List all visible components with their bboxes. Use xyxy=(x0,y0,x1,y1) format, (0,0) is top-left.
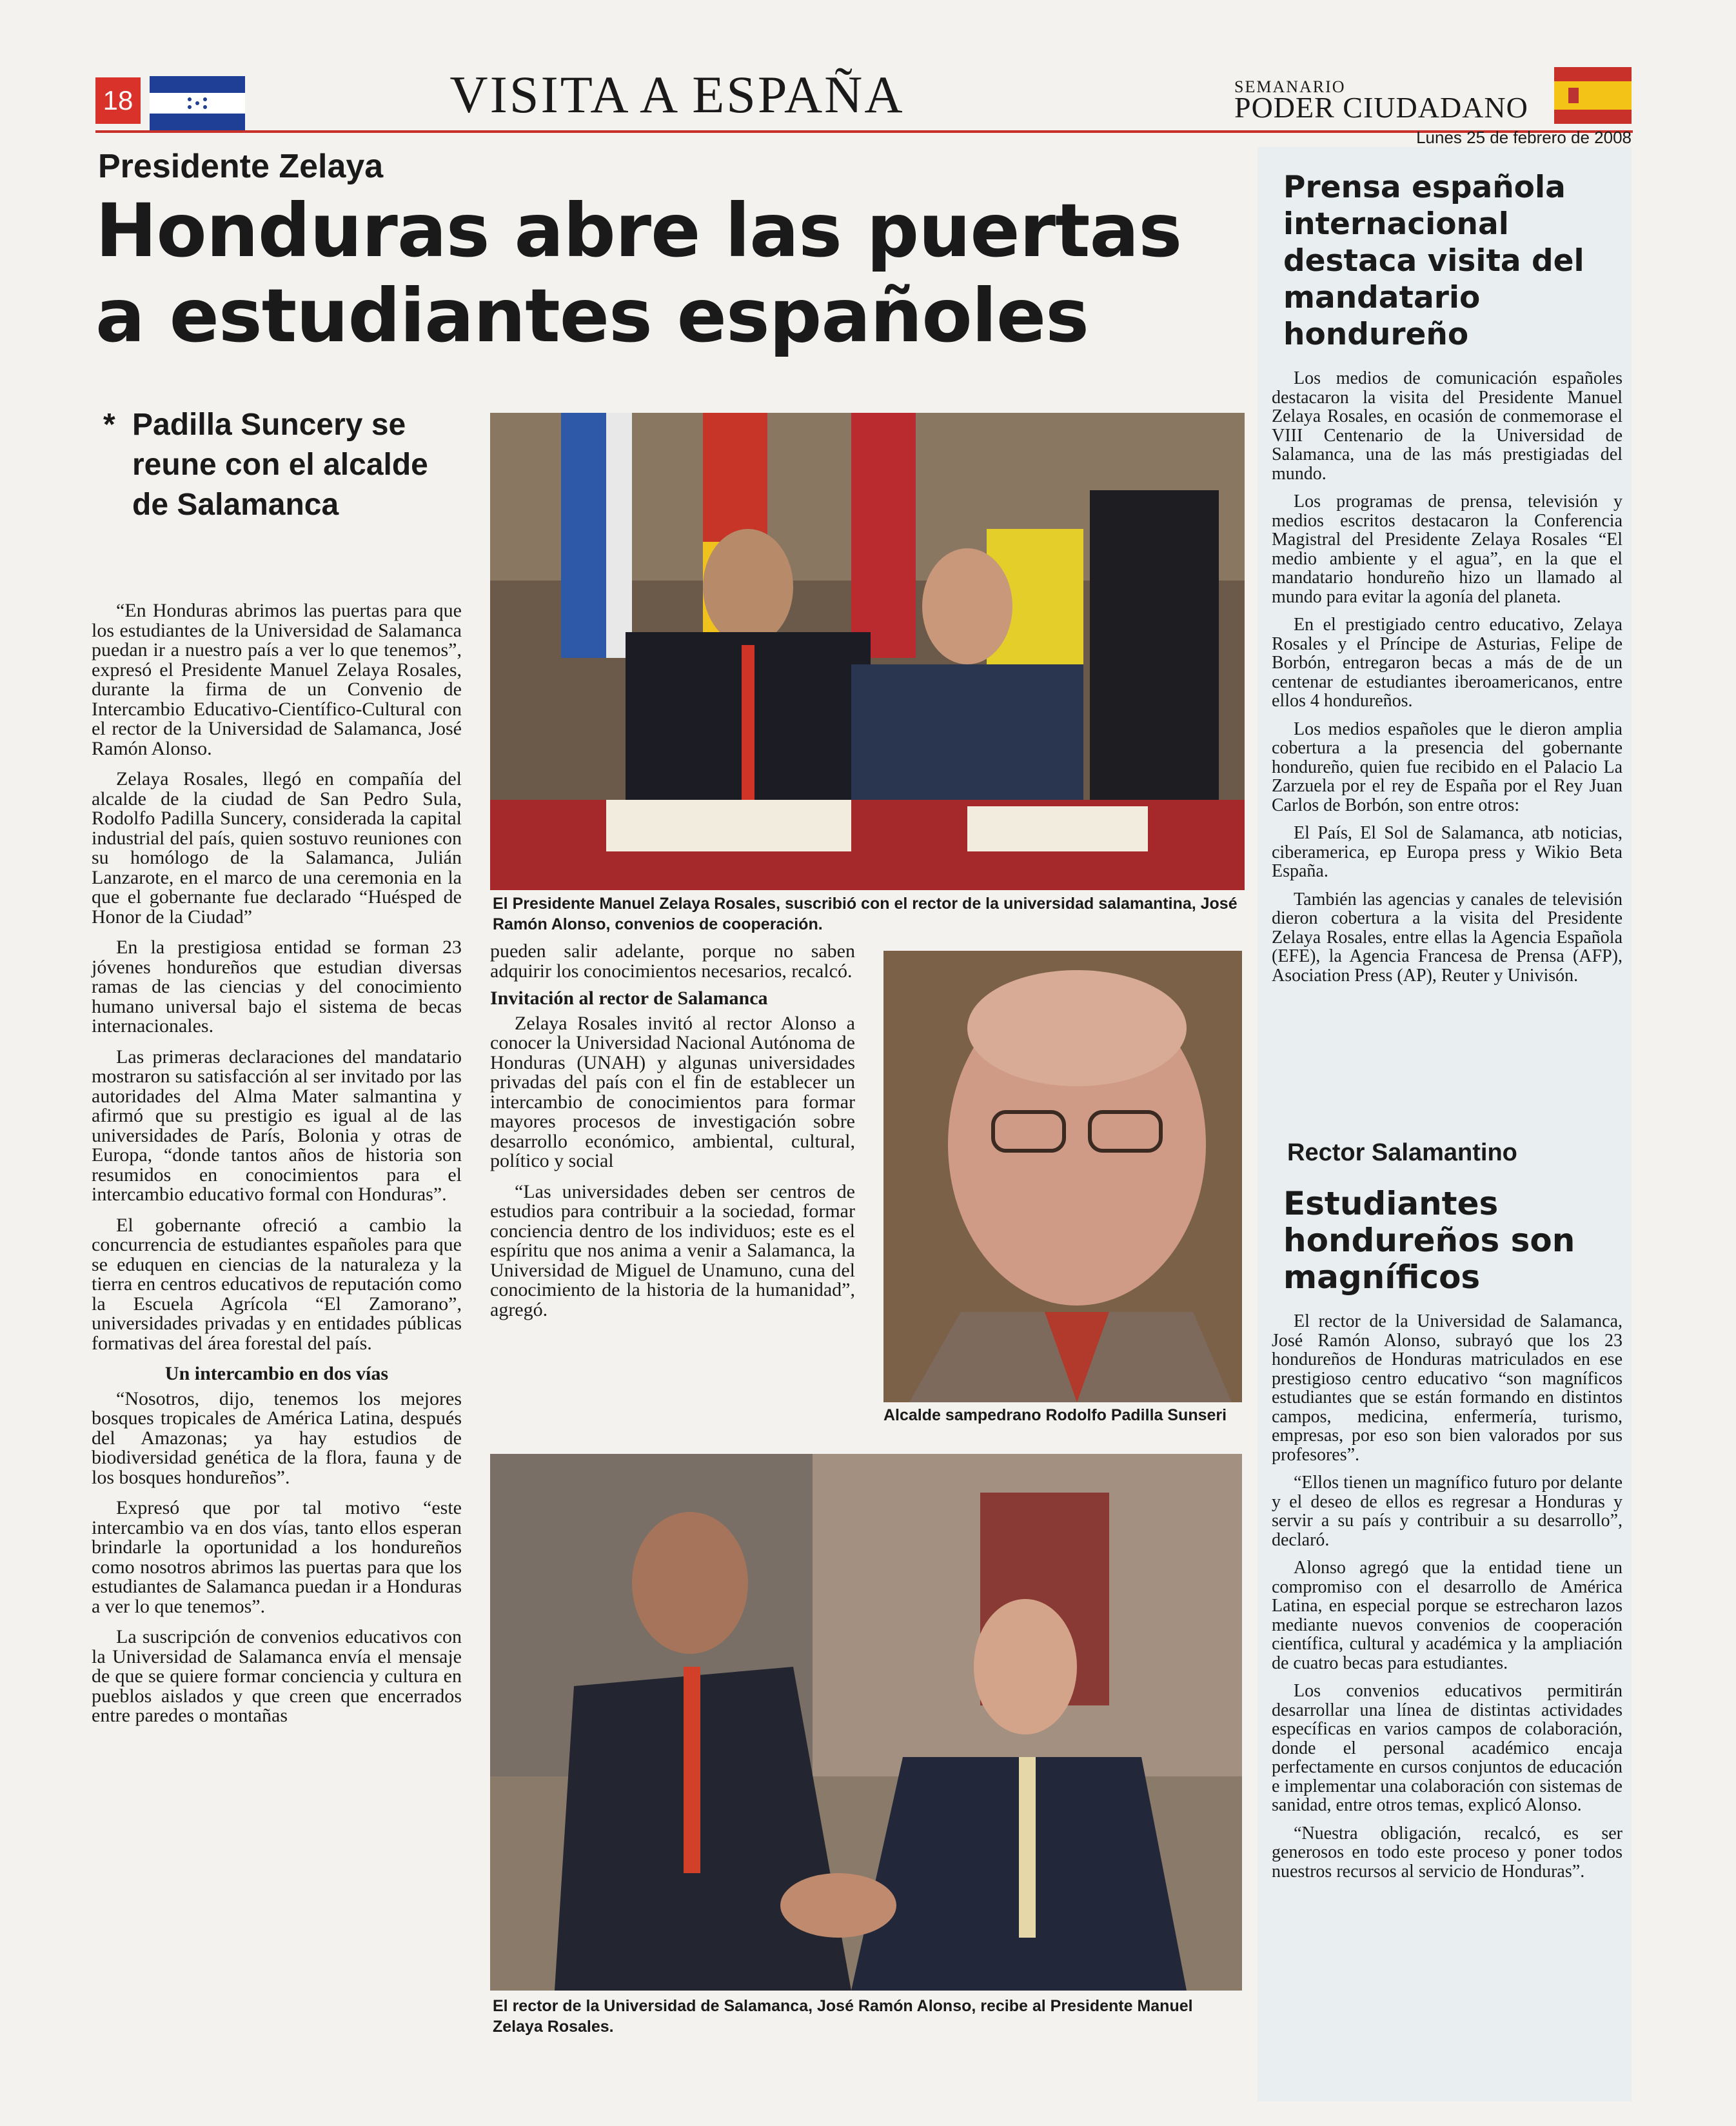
paragraph: “Nuestra obligación, recalcó, es ser generosos en todo este proceso y poner todos nuestros recursos al servicio de Honduras”. xyxy=(1272,1823,1623,1882)
article-subheadline xyxy=(103,405,451,525)
paragraph: Zelaya Rosales, llegó en compañía del alcalde de la ciudad de San Pedro Sula, Rodolfo Padilla Suncery, considerada la capital industrial del país, quien sostuvo reuniones con su homólogo de la Salamanca, Julián Lanzarote, en el marco de una ceremonia en la que el gobernante fue declarado “Huésped de Honor de la Ciudad” xyxy=(92,768,462,928)
paragraph: El rector de la Universidad de Salamanca, José Ramón Alonso, subrayó que los 23 hondureños de Honduras matriculados en ese prestigioso centro educativo “son magníficos estudiantes que se están formando en distintos campos, medicina, enfermería, turismo, empresas, por eso son bien valorados por sus profesores”. xyxy=(1272,1311,1623,1465)
caption-photo-handshake: El rector de la Universidad de Salamanca, José Ramón Alonso, recibe al Presidente Manuel Zelaya Rosales. xyxy=(493,1997,1193,2036)
paragraph: “En Honduras abrimos las puertas para que los estudiantes de la Universidad de Salamanca puedan ir a nuestro país a ver lo que tenemos”, expresó el Presidente Manuel Zelaya Rosales, durante la firma de un Convenio de Intercambio Educativo-Científico-Cultural con el rector de la Universidad de Salamanca, José Ramón Alonso. xyxy=(92,600,462,759)
article-headline xyxy=(95,188,1256,359)
paragraph: Los programas de prensa, televisión y medios escritos destacaron la Conferencia Magistral del Presidente Zelaya Rosales “El medio ambiente y el agua”, en la que el mandatario hondureño hizo un llamado al mundo para evitar la agonía del planeta. xyxy=(1272,492,1623,607)
subheading: Invitación al rector de Salamanca xyxy=(490,988,768,1009)
sidebar-kicker: Rector Salamantino xyxy=(1287,1139,1517,1166)
paragraph: El País, El Sol de Salamanca, atb noticias, ciberamerica, ep Europa press y Wikio Beta España. xyxy=(1272,823,1623,881)
photo-portrait xyxy=(883,951,1242,1402)
caption-photo-signing: El Presidente Manuel Zelaya Rosales, suscribió con el rector de la universidad salamantina, José Ramón Alonso, convenios de cooperación. xyxy=(493,895,1238,933)
photo-handshake xyxy=(490,1454,1242,1991)
paragraph: Zelaya Rosales invitó al rector Alonso a conocer la Universidad Nacional Autónoma de Honduras (UNAH) y algunas universidades privadas del país con el fin de establecer un intercambio de conocimientos para formar mayores procesos de investigación sobre desarrollo económico, ambiental, cultural, político y social xyxy=(490,1012,855,1171)
paragraph: En la prestigiosa entidad se forman 23 jóvenes hondureños que estudian diversas ramas de las ciencias y del conocimiento humano universal bajo el sistema de becas internacionales. xyxy=(92,937,462,1037)
issue-date: Lunes 25 de febrero de 2008 xyxy=(1416,128,1632,147)
caption-photo-portrait: Alcalde sampedrano Rodolfo Padilla Sunseri xyxy=(883,1406,1227,1424)
sidebar-body xyxy=(1272,369,1623,994)
bullet-star: * xyxy=(103,408,115,442)
paragraph-continued: pueden salir adelante, porque no saben adquirir los conocimientos necesarios, recalcó. xyxy=(490,940,855,982)
paragraph: “Ellos tienen un magnífico futuro por delante y el deseo de ellos es regresar a Honduras y servir a su país y contribuir a su desarrollo”, declaró. xyxy=(1272,1473,1623,1550)
paragraph: El gobernante ofreció a cambio la concurrencia de estudiantes españoles para que se eduquen en ciencias de la naturaleza y la tierra en centros educativos de reputación como la Escuela Agrícola “El Zamorano”, universidades privadas y en entidades públicas formativas del área forestal del país. xyxy=(92,1214,462,1354)
paragraph: “Las universidades deben ser centros de estudios para contribuir a la sociedad, formar conciencia dentro de los individuos; este es el espíritu que nos anima a venir a Salamanca, la Universidad de Miguel de Unamuno, cuna del conocimiento de la historia de la humanidad”, agregó. xyxy=(490,1180,855,1320)
paragraph: Alonso agregó que la entidad tiene un compromiso con el desarrollo de América Latina, en especial porque se estrecharon lazos mediante nuevos convenios de cooperación científica, cultural y académica y la ampliación de cuatro becas para estudiantes. xyxy=(1272,1558,1623,1673)
column-1 xyxy=(92,601,462,1737)
headline-line-1: Honduras abre las puertas xyxy=(95,188,1182,273)
honduras-flag-icon xyxy=(150,76,245,130)
page-number: 18 xyxy=(95,77,141,124)
paragraph: “Nosotros, dijo, tenemos los mejores bosques tropicales de América Latina, después del Amazonas; ya hay estudios de biodiversidad genética de la flora, fauna y de los bosques hondureños”. xyxy=(92,1387,462,1488)
subheadline-text: Padilla Suncery se reune con el alcalde de Salamanca xyxy=(132,408,428,522)
paragraph: Las primeras declaraciones del mandatario mostraron su satisfacción al ser invitado por las autoridades del Alma Mater salmantina y afirmó que su prestigio es igual al de las universidades de París, Bolonia y otras de Europa, “donde tantos años de historia son resumidos en conocimientos para el intercambio educativo formal con Honduras”. xyxy=(92,1046,462,1205)
paper-kicker: SEMANARIO xyxy=(1234,77,1346,96)
spain-flag-icon xyxy=(1554,67,1632,124)
paragraph: También las agencias y canales de televisión dieron cobertura a la visita del Presidente Zelaya Rosales, entre ellas la Agencia Española (EFE), la Agencia Francesa de Prensa (AFP), Asociation Press (AP), Reuter y Univisón. xyxy=(1272,889,1623,986)
photo-signing xyxy=(490,413,1245,890)
paragraph: La suscripción de convenios educativos con la Universidad de Salamanca envía el mensaje de que se quiere formar conciencia y cultura en pueblos aislados y que creen que encerrados entre paredes o montañas xyxy=(92,1626,462,1726)
paragraph: En el prestigiado centro educativo, Zelaya Rosales y el Príncipe de Asturias, Felipe de Borbón, entregaron becas a más de de un centenar de estudiantes iberoamericanos, entre ellos 4 hondureños. xyxy=(1272,615,1623,711)
article-kicker: Presidente Zelaya xyxy=(98,148,384,185)
subheading: Un intercambio en dos vías xyxy=(164,1363,389,1384)
paragraph: Los medios de comunicación españoles destacaron la visita del Presidente Manuel Zelaya Rosales, en ocasión de conmemorase el VIII Centenario de la Universidad de Salamanca, una de las más prestigiadas del mundo. xyxy=(1272,368,1623,484)
headline-line-2: a estudiantes españoles xyxy=(95,273,1089,359)
sidebar-headline: Prensa española internacional destaca visita del mandatario hondureño xyxy=(1283,170,1584,352)
paragraph: Los convenios educativos permitirán desarrollar una línea de distintas actividades específicas en varios campos de colaboración, donde el personal académico encaja perfectamente en cursos conjuntos de educación e implementar una colaboración con sistemas de sanidad, entre otros temas, explicó Alonso. xyxy=(1272,1681,1623,1815)
section-title: VISITA A ESPAÑA xyxy=(449,65,905,124)
sidebar-body-2 xyxy=(1272,1312,1623,1890)
paper-name: PODER CIUDADANO xyxy=(1234,91,1528,124)
sidebar-headline-2: Estudiantes hondureños son magníficos xyxy=(1283,1185,1575,1296)
paragraph: Expresó que por tal motivo “este intercambio va en dos vías, tanto ellos esperan brindarle la oportunidad a los hondureños como nosotros abrimos las puertas para que los estudiantes de Salamanca puedan ir a Honduras a ver lo que tenemos”. xyxy=(92,1497,462,1617)
paragraph: Los medios españoles que le dieron amplia cobertura a la presencia del gobernante hondureño, quien fue recibido en el Palacio La Zarzuela por el rey de España por el Rey Juan Carlos de Borbón, son entre otros: xyxy=(1272,719,1623,815)
column-2 xyxy=(490,942,855,1331)
